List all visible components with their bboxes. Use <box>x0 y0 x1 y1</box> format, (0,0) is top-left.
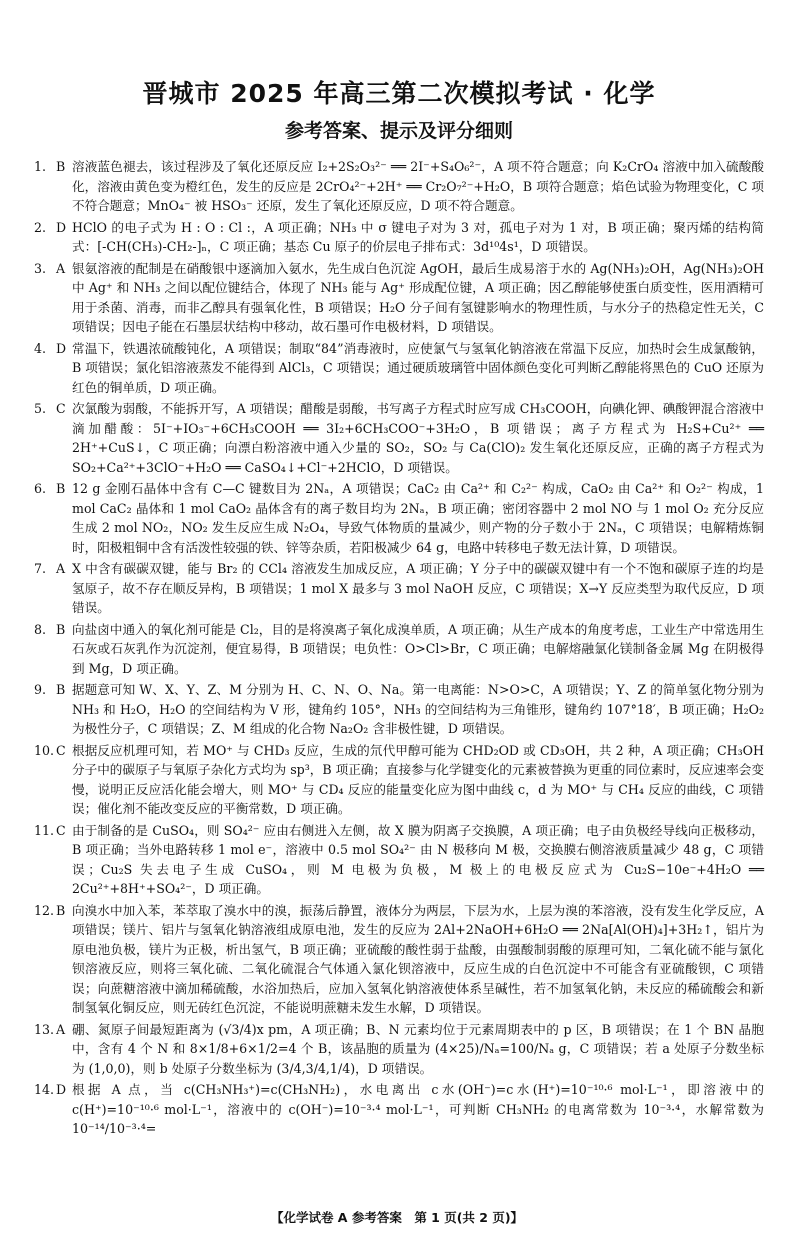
question-number: 3. <box>34 260 47 276</box>
explanation-text: 溶液蓝色褪去，该过程涉及了氧化还原反应 I₂+2S₂O₃²⁻ ══ 2I⁻+S₄O₆²⁻，A 项不符合题意；向 K₂CrO₄ 溶液中加入硫酸酸化，溶液由黄色变为橙红色，发生的反应是 2CrO₄²⁻+2H⁺ ══ Cr₂O₇²⁻+H₂O，B 项符合题意；焰色试验为物理变化，C 项不符合题意；MnO₄⁻ 被 HSO₃⁻ 还原，发生了氧化还原反应，D 项不符合题意。 <box>72 159 764 213</box>
answer-letter: C <box>56 742 66 758</box>
answer-item <box>34 741 764 819</box>
explanation-text: 据题意可知 W、X、Y、Z、M 分别为 H、C、N、O、Na。第一电离能：N>O>C，A 项错误；Y、Z 的简单氢化物分别为 NH₃ 和 H₂O，H₂O 的空间结构为 V 形，键角约 105°，NH₃ 的空间结构为三角锥形，键角约 107°18′，B 项正确；H₂O₂ 为极性分子，C 项错误；Z、M 组成的化合物 Na₂O₂ 含非极性键，D 项错误。 <box>72 682 764 736</box>
answer-letter: A <box>56 260 66 276</box>
explanation-text: X 中含有碳碳双键，能与 Br₂ 的 CCl₄ 溶液发生加成反应，A 项正确；Y 分子中的碳碳双键中有一个不饱和碳原子连的均是氢原子，故不存在顺反异构，B 项错误；1 mol X 最多与 3 mol NaOH 反应，C 项错误；X→Y 反应类型为取代反应，D 项错误。 <box>72 561 764 615</box>
question-number: 9. <box>34 682 47 697</box>
answer-letter: D <box>56 340 67 356</box>
answer-item <box>34 1080 764 1139</box>
question-number: 5. <box>34 401 47 416</box>
answer-item <box>34 559 764 618</box>
answer-item <box>34 259 764 337</box>
answer-letter: C <box>56 822 66 838</box>
answer-item <box>34 620 764 679</box>
question-number: 8. <box>34 621 47 637</box>
answer-item <box>34 680 764 739</box>
question-number: 6. <box>34 481 47 496</box>
question-number: 13. <box>34 1021 55 1037</box>
explanation-text: 常温下，铁遇浓硫酸钝化，A 项错误；制取“84”消毒液时，应使氯气与氢氧化钠溶液在常温下反应，加热时会生成氯酸钠，B 项错误；氯化铝溶液蒸发不能得到 AlCl₃，C 项错误；通过硬质玻璃管中固体颜色变化可判断乙醇能将黑色的 CuO 还原为红色的铜单质，D 项正确。 <box>72 340 764 395</box>
question-number: 12. <box>34 902 55 918</box>
question-number: 4. <box>34 340 47 356</box>
answer-item <box>34 339 764 398</box>
answer-letter: B <box>56 682 66 697</box>
answer-item <box>34 901 764 1018</box>
answer-item <box>34 479 764 557</box>
answer-item <box>34 399 764 477</box>
explanation-text: 硼、氮原子间最短距离为 (√3/4)x pm，A 项正确；B、N 元素均位于元素周期表中的 p 区，B 项错误；在 1 个 BN 晶胞中，含有 4 个 N 和 8×1/8+6×1/2=4 个 B，该晶胞的质量为 (4×25)/Nₐ=100/Nₐ g，C 项错误；若 a 处原子分数坐标为 (1,0,0)，则 b 处原子分数坐标为 (3/4,3/4,1/4)，D 项错误。 <box>72 1021 764 1076</box>
question-number: 14. <box>34 1082 55 1097</box>
explanation-text: 根据 A 点，当 c(CH₃NH₃⁺)=c(CH₃NH₂)，水电离出 c水(OH⁻)=c水(H⁺)=10⁻¹⁰·⁶ mol·L⁻¹，即溶液中的 c(H⁺)=10⁻¹⁰·⁶ mol·L⁻¹，溶液中的 c(OH⁻)=10⁻³·⁴ mol·L⁻¹，可判断 CH₃NH₂ 的电离常数为 10⁻³·⁴，水解常数为 10⁻¹⁴/10⁻³·⁴= <box>72 1082 764 1136</box>
page-subtitle: 参考答案、提示及评分细则 <box>284 120 513 142</box>
explanation-text: 根据反应机理可知，若 MO⁺ 与 CHD₃ 反应，生成的氘代甲醇可能为 CHD₂OD 或 CD₃OH，共 2 种，A 项正确；CH₃OH 分子中的碳原子与氧原子杂化方式均为 sp³，B 项正确；直接参与化学键变化的元素被替换为更重的同位素时，反应速率会变慢，说明正反应活化能会增大，则 MO⁺ 与 CD₄ 反应的能量变化应为图中曲线 c，d 为 MO⁺ 与 CH₄ 反应的曲线，C 项错误；催化剂不能改变反应的平衡常数，D 项正确。 <box>72 742 764 816</box>
explanation-text: 由于制备的是 CuSO₄，则 SO₄²⁻ 应由右侧进入左侧，故 X 膜为阴离子交换膜，A 项正确；电子由负极经导线向正极移动，B 项正确；当外电路转移 1 mol e⁻，溶液中 0.5 mol SO₄²⁻ 由 N 极移向 M 极，交换膜右侧溶液质量减少 48 g，C 项错误；Cu₂S 失去电子生成 CuSO₄，则 M 电极为负极，M 极上的电极反应式为 Cu₂S−10e⁻+4H₂O ══ 2Cu²⁺+8H⁺+SO₄²⁻，D 项正确。 <box>72 822 764 896</box>
page-title: 晋城市 2025 年高三第二次模拟考试 · 化学 <box>142 79 656 108</box>
explanation-text: 向溴水中加入苯，苯萃取了溴水中的溴，振荡后静置，液体分为两层，下层为水，上层为溴的苯溶液，没有发生化学反应，A 项错误；镁片、铝片与氢氧化钠溶液组成原电池，发生的反应为 2Al+2NaOH+6H₂O ══ 2Na[Al(OH)₄]+3H₂↑，铝片为原电池负极，镁片为正极，析出氢气，B 项正确；亚硫酸的酸性弱于盐酸，由强酸制弱酸的原理可知，二氧化硫不能与氯化钡溶液反应，则将三氧化硫、二氧化硫混合气体通入氯化钡溶液中，反应生成的白色沉淀中不可能含有亚硫酸钡，C 项错误；向蔗糖溶液中滴加稀硫酸，水浴加热后，应加入氢氧化钠溶液使体系呈碱性，若不加氢氧化钠，未反应的稀硫酸会和新制氢氧化铜反应，则无砖红色沉淀，不能说明蔗糖未发生水解，D 项错误。 <box>72 902 764 1015</box>
question-number: 2. <box>34 219 47 235</box>
page-footer: 【化学试卷 A 参考答案 第 1 页(共 2 页)】 <box>270 1210 524 1225</box>
explanation-text: 向盐卤中通入的氧化剂可能是 Cl₂，目的是将溴离子氧化成溴单质，A 项正确；从生产成本的角度考虑，工业生产中常选用生石灰或石灰乳作为沉淀剂，便宜易得，B 项错误；电负性：O>Cl>Br，C 项正确；电解熔融氯化镁制备金属 Mg 在阴极得到 Mg，D 项正确。 <box>72 621 764 676</box>
question-number: 10. <box>34 742 55 758</box>
answer-letter: C <box>56 401 66 416</box>
answer-letter: D <box>56 1082 67 1097</box>
answer-letter: B <box>56 621 66 637</box>
explanation-text: HClO 的电子式为 H : O : Cl :，A 项正确；NH₃ 中 σ 键电子对为 3 对，孤电子对为 1 对，B 项正确；聚丙烯的结构简式：[-CH(CH₃)-CH₂-]ₙ，C 项正确；基态 Cu 原子的价层电子排布式：3d¹⁰4s¹，D 项错误。 <box>72 219 764 254</box>
answer-letter: B <box>56 159 66 174</box>
answer-letter: A <box>56 561 66 576</box>
answer-item <box>34 218 764 257</box>
explanation-text: 次氯酸为弱酸，不能拆开写，A 项错误；醋酸是弱酸，书写离子方程式时应写成 CH₃COOH，向碘化钾、碘酸钾混合溶液中滴加醋酸：5I⁻+IO₃⁻+6CH₃COOH ══ 3I₂+6CH₃COO⁻+3H₂O，B 项错误；离子方程式为 H₂S+Cu²⁺ ══ 2H⁺+CuS↓，C 项正确；向漂白粉溶液中通入少量的 SO₂，SO₂ 与 Ca(ClO)₂ 发生氧化还原反应，正确的离子方程式为 SO₂+Ca²⁺+3ClO⁻+H₂O ══ CaSO₄↓+Cl⁻+2HClO，D 项错误。 <box>72 401 764 475</box>
explanation-text: 银氨溶液的配制是在硝酸银中逐滴加入氨水，先生成白色沉淀 AgOH，最后生成易溶于水的 Ag(NH₃)₂OH，Ag(NH₃)₂OH 中 Ag⁺ 和 NH₃ 之间以配位键结合，体现了 NH₃ 能与 Ag⁺ 形成配位键，A 项正确；因乙醇能够使蛋白质变性，医用酒精可用于杀菌、消毒，而非乙醇具有强氧化性，B 项错误；H₂O 分子间有氢键影响水的物理性质，与水分子的热稳定性无关，C 项错误；因电子能在石墨层状结构中移动，故石墨可作电极材料，D 项错误。 <box>72 260 764 334</box>
answer-item <box>34 1020 764 1079</box>
answer-letter: A <box>56 1021 66 1037</box>
question-number: 1. <box>34 159 47 174</box>
answer-item <box>34 157 764 216</box>
question-number: 7. <box>34 561 47 576</box>
answer-list <box>34 157 764 1139</box>
answer-item <box>34 821 764 899</box>
answer-letter: D <box>56 219 67 235</box>
explanation-text: 12 g 金刚石晶体中含有 C—C 键数目为 2Nₐ，A 项错误；CaC₂ 由 Ca²⁺ 和 C₂²⁻ 构成，CaO₂ 由 Ca²⁺ 和 O₂²⁻ 构成，1 mol CaC₂ 晶体和 1 mol CaO₂ 晶体含有的离子数目均为 2Nₐ，B 项正确；密闭容器中 2 mol NO 与 1 mol O₂ 充分反应生成 2 mol NO₂，NO₂ 发生反应生成 N₂O₄，导致气体物质的量减少，则产物的分子数小于 2Nₐ，C 项错误；电解精炼铜时，阳极粗铜中含有活泼性较强的铁、锌等杂质，若阳极减少 64 g，电路中转移电子数无法计算，D 项错误。 <box>72 481 764 555</box>
answer-letter: B <box>56 902 66 918</box>
question-number: 11. <box>34 822 55 838</box>
answer-letter: B <box>56 481 66 496</box>
